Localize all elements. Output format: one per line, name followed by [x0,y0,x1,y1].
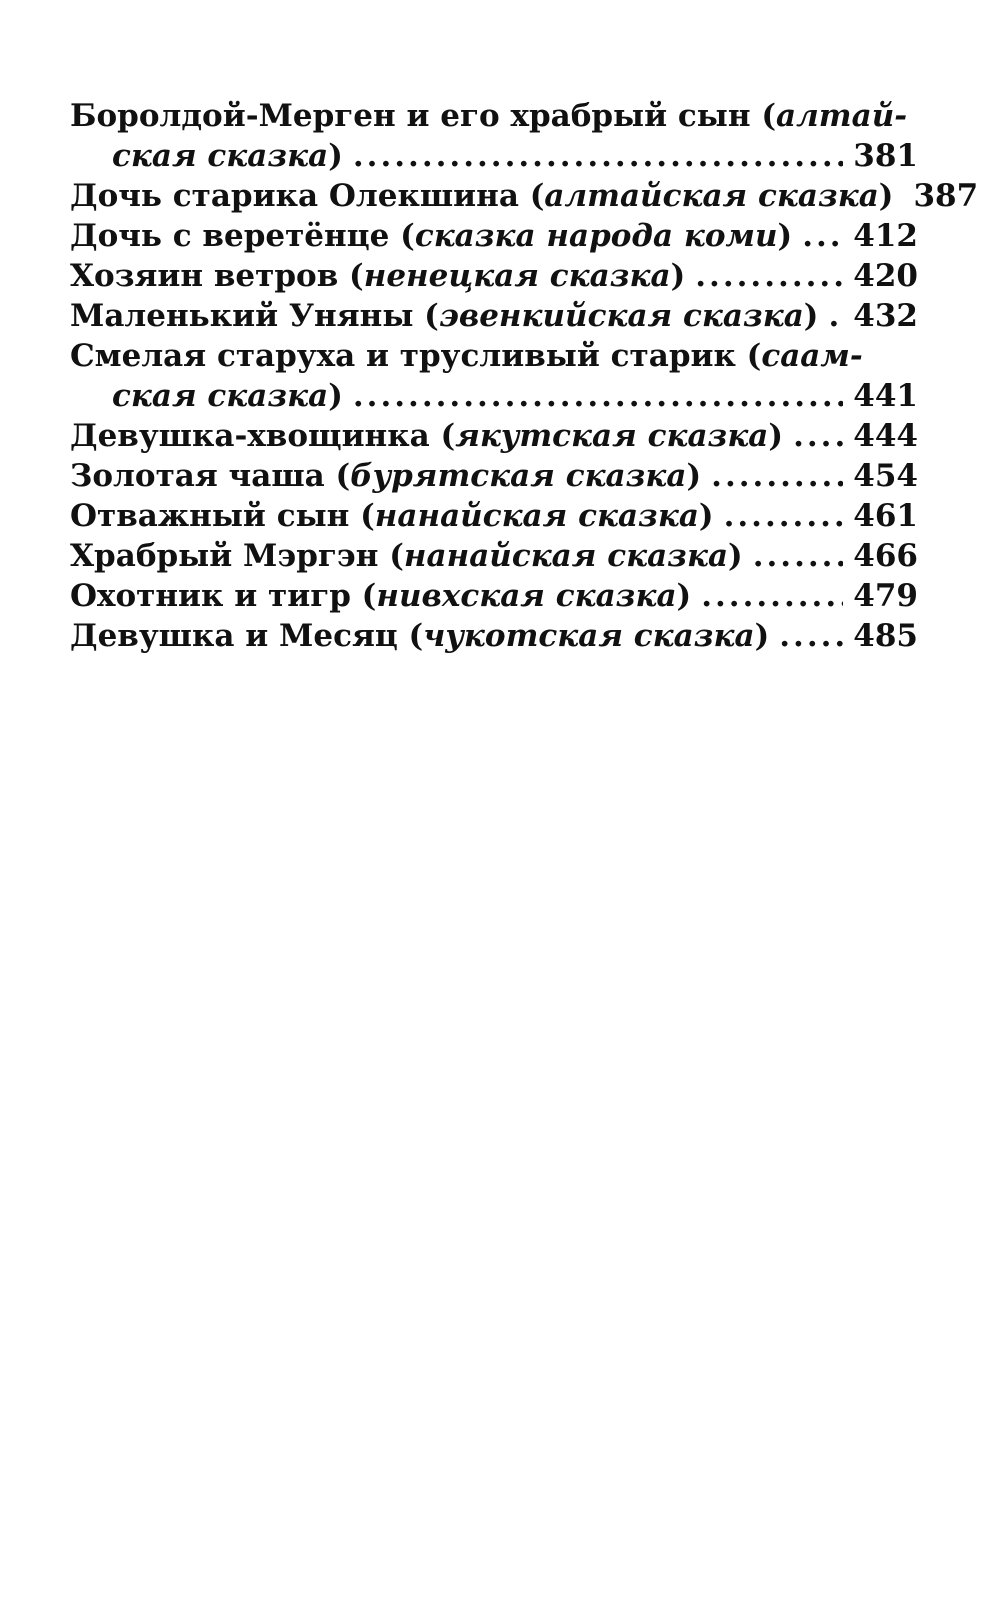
page-number: 412 [853,218,918,254]
page-number: 441 [853,378,918,414]
dot-leader [701,576,843,616]
close-paren: ) [768,418,784,454]
dot-leader [695,256,843,296]
toc-entry[interactable] [70,256,918,296]
page-number: 420 [853,258,918,294]
dot-leader [793,416,843,456]
dot-leader [802,216,843,256]
entry-title [112,136,343,176]
close-paren: ) [803,298,819,334]
entry-title [70,616,769,656]
toc-entry[interactable] [70,616,918,656]
page-number: 454 [853,458,918,494]
close-paren: ) [728,538,743,574]
toc-entry[interactable] [70,496,918,536]
toc-line [70,496,918,536]
entry-title [70,576,691,616]
toc-entry[interactable] [70,96,918,176]
close-paren: ) [670,258,686,294]
title-text: Охотник и тигр ( [70,578,377,614]
tale-origin: нанайская сказка [374,498,699,534]
page-number: 381 [853,138,918,174]
title-text: Смелая старуха и трусливый старик ( [70,338,762,374]
close-paren: ) [754,618,770,654]
entry-title [70,96,907,136]
page-number: 444 [853,418,918,454]
page-number: 479 [853,578,918,614]
tale-origin: ненецкая сказка [363,258,671,294]
tale-origin: саам- [761,338,863,374]
toc-entry[interactable] [70,216,918,256]
page-number: 466 [853,538,918,574]
entry-title [70,496,714,536]
toc-line [70,616,918,656]
title-text: Маленький Уняны ( [70,298,439,334]
dot-leader [828,296,843,336]
close-paren: ) [698,498,714,534]
tale-origin: ская сказка [112,378,329,414]
title-text: Девушка-хвощинка ( [70,418,456,454]
entry-title [112,376,343,416]
tale-origin: якутская сказка [455,418,769,454]
toc-entry[interactable] [70,296,918,336]
toc-line [70,336,918,376]
toc-entry[interactable] [70,336,918,416]
toc-entry[interactable] [70,576,918,616]
dot-leader [353,376,843,416]
dot-leader [711,456,843,496]
title-text: Боролдой-Мерген и его храбрый сын ( [70,98,777,134]
toc-entry[interactable] [70,176,979,216]
entry-title [70,336,863,376]
dot-leader [753,536,844,576]
toc-line [70,376,918,416]
entry-title [70,216,792,256]
title-text: Храбрый Мэргэн ( [70,538,404,574]
toc-line [70,456,918,496]
close-paren: ) [777,218,793,254]
tale-origin: бурятская сказка [350,458,687,494]
dot-leader [724,496,844,536]
tale-origin: нанайская сказка [403,538,729,574]
tale-origin: ская сказка [112,138,329,174]
toc-line [70,296,918,336]
close-paren: ) [676,578,692,614]
title-text: Девушка и Месяц ( [70,618,424,654]
title-text: Отважный сын ( [70,498,375,534]
tale-origin: чукотская сказка [423,618,755,654]
tale-origin: нивхская сказка [376,578,677,614]
toc-entry[interactable] [70,536,918,576]
toc-line [70,176,979,216]
page-number: 485 [853,618,918,654]
tale-origin: алтайская сказка [544,178,879,214]
title-text: Дочь старика Олекшина ( [70,178,545,214]
toc-entry[interactable] [70,456,918,496]
dot-leader [353,136,843,176]
page-number: 461 [853,498,918,534]
dot-leader [779,616,843,656]
toc-line [70,536,918,576]
toc-line [70,416,918,456]
toc-line [70,96,918,136]
page-number: 387 [913,178,979,214]
entry-title [70,296,818,336]
close-paren: ) [328,378,343,414]
title-text: Золотая чаша ( [70,458,351,494]
tale-origin: алтай- [776,98,908,134]
page-number: 432 [853,298,918,334]
toc-line [70,576,918,616]
toc-line [70,136,918,176]
toc-line [70,256,918,296]
entry-title [70,456,701,496]
title-text: Хозяин ветров ( [70,258,364,294]
entry-title [70,416,783,456]
entry-title [70,256,685,296]
entry-title [70,536,743,576]
entry-title [70,176,893,216]
tale-origin: сказка народа коми [414,218,778,254]
close-paren: ) [328,138,343,174]
close-paren: ) [878,178,894,214]
toc-entry[interactable] [70,416,918,456]
tale-origin: эвенкийская сказка [438,298,804,334]
close-paren: ) [686,458,702,494]
table-of-contents [70,96,979,656]
toc-line [70,216,918,256]
title-text: Дочь с веретёнце ( [70,218,415,254]
